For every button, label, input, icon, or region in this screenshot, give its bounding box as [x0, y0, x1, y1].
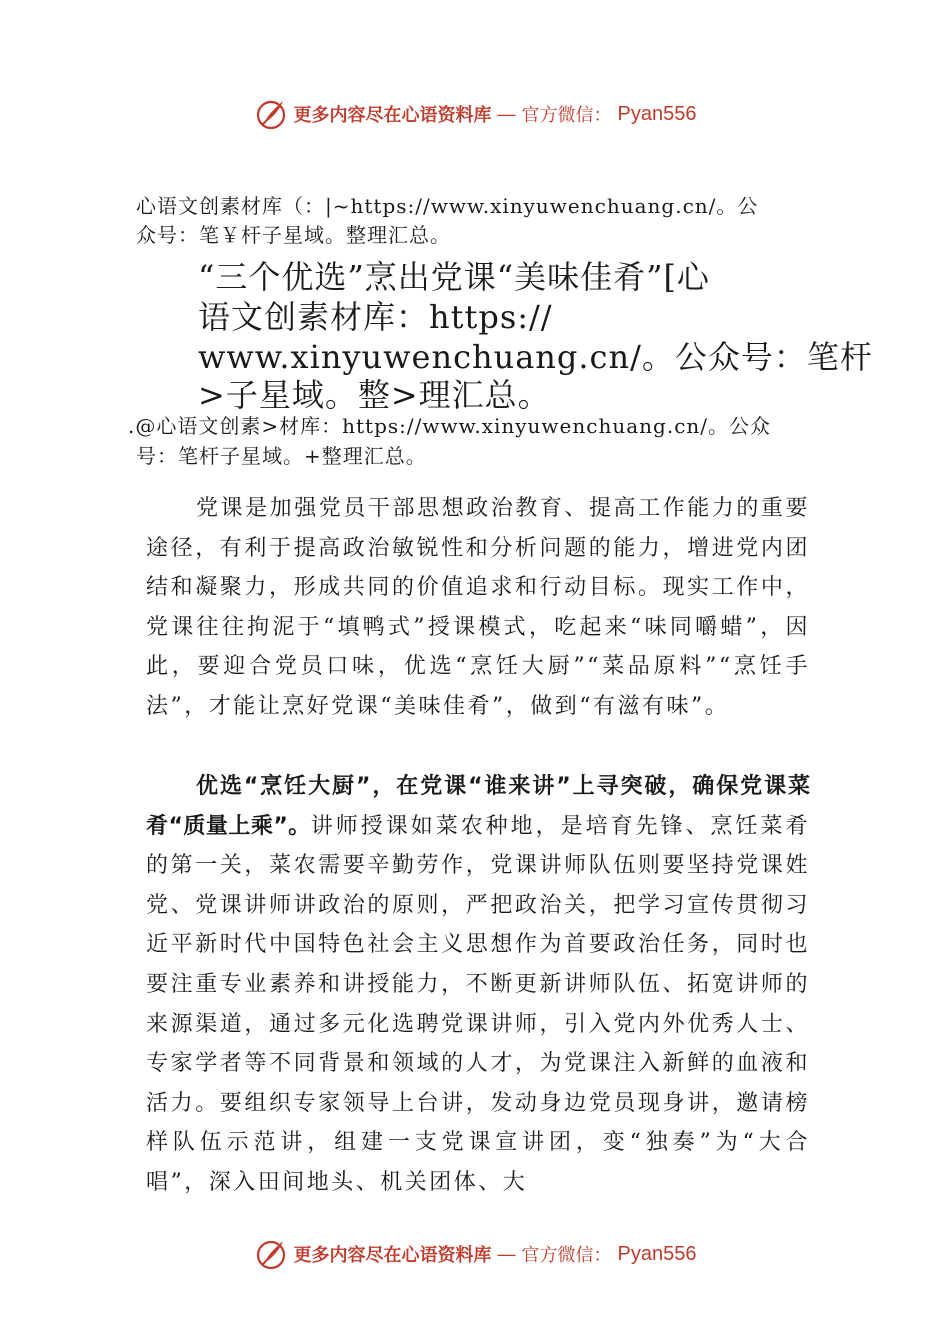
paragraph-section-1-body: 讲师授课如菜农种地，是培育先锋、烹饪菜肴的第一关，菜农需要辛勤劳作，党课讲师队伍则要坚持党课姓党、党课讲师讲政治的原则，严把政治关，把学习宣传贯彻习近平新时代中国特色社会主义思想作为首要政治任务，同时也要注重专业素养和讲授能力，不断更新讲师队伍、拓宽讲师的来源渠道，通过多元化选聘党课讲师，引入党内外优秀人士、专家学者等不同背景和领域的人才，为党课注入新鲜的血液和活力。要组织专家领导上台讲，发动身边党员现身讲，邀请榜样队伍示范讲，组建一支党课宣讲团，变“独奏”为“大合唱”，深入田间地头、机关团体、大: [146, 813, 810, 1195]
header-meta-line-1: 心语文创素材库（：|~https://www.xinyuwenchuang.cn/。公: [136, 194, 759, 218]
banner-wechat-label: 官方微信：: [521, 105, 612, 126]
sub-meta-line-1: .@心语文创素>材库：https://www.xinyuwenchuang.cn/。公众: [128, 414, 772, 438]
paragraph-section-1: [146, 767, 810, 1203]
quill-pen-logo-icon: [254, 97, 288, 131]
banner-main-text: 更多内容尽在心语资料库: [293, 105, 492, 126]
quill-pen-logo-icon: [254, 1237, 288, 1271]
sub-meta-line-2: 号：笔杆子星域。+整理汇总。: [136, 444, 427, 468]
banner-wechat-label: 官方微信：: [521, 1245, 612, 1266]
header-meta-line-2: 众号：笔￥杆子星域。整理汇总。: [136, 223, 451, 247]
top-watermark-banner: [0, 94, 950, 134]
banner-main-text: 更多内容尽在心语资料库: [293, 1245, 492, 1266]
banner-separator: —: [497, 1243, 516, 1264]
page-title-line-1: “三个优选”烹出党课“美味佳肴”[心: [198, 258, 710, 296]
bottom-watermark-banner: [0, 1234, 950, 1274]
banner-separator: —: [497, 103, 516, 124]
banner-wechat-id: Pyan556: [617, 102, 697, 125]
paragraph-section-1-lead: 优选“烹饪大厨”，在党课“谁来讲”上寻突破，确保党课菜肴“质量上乘”。: [146, 774, 810, 839]
paragraph-intro: 党课是加强党员干部思想政治教育、提高工作能力的重要途径，有利于提高政治敏锐性和分析问题的能力，增进党内团结和凝聚力，形成共同的价值追求和行动目标。现实工作中，党课往往拘泥于“填鸭式”授课模式，吃起来“味同嚼蜡”，因此，要迎合党员口味，优选“烹饪大厨”“菜品原料”“烹饪手法”，才能让烹好党课“美味佳肴”，做到“有滋有味”。: [146, 496, 810, 719]
page-title-line-2: 语文创素材库：https://: [198, 298, 553, 336]
page-title-line-3: www.xinyuwenchuang.cn/。公众号：笔杆: [198, 338, 873, 376]
page-title-line-4: >子星域。整>理汇总。: [198, 376, 551, 414]
banner-wechat-id: Pyan556: [617, 1242, 697, 1265]
